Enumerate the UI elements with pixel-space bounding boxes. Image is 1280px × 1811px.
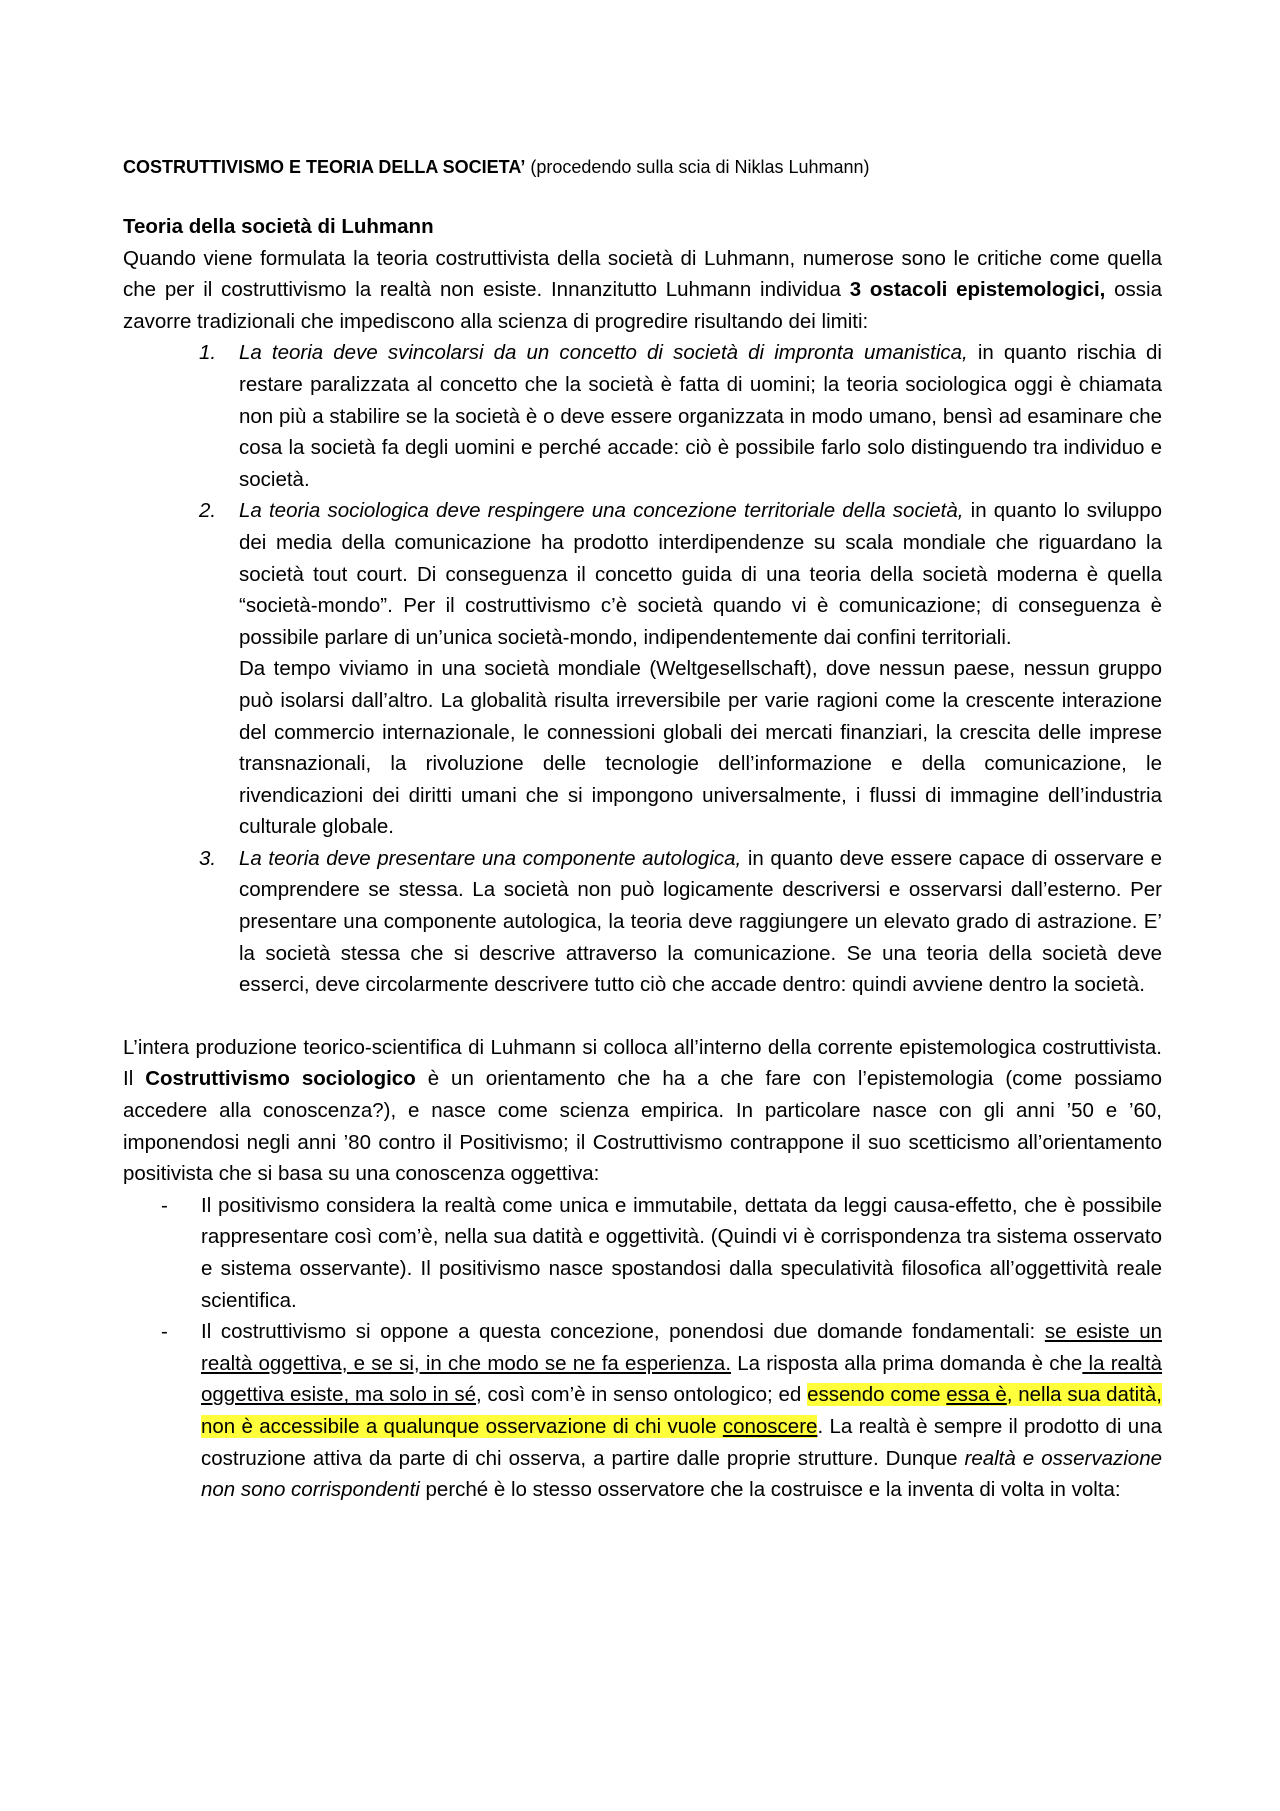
- list-item: [123, 495, 1162, 843]
- list-item: [123, 337, 1162, 495]
- bullet-text: perché è lo stesso osservatore che la costruisce e la inventa di volta in volta:: [419, 1478, 1121, 1502]
- italic-phrase: realtà e osservazione non sono corrispondenti: [201, 1446, 1162, 1502]
- intro-text: Quando viene formulata la teoria costruttivista della società di Luhmann, numerose sono le critiche come quella che per il costruttivismo la realtà non esiste. Innanzitutto Luhmann individua: [123, 246, 1162, 302]
- body-bold: Costruttivismo sociologico: [145, 1067, 416, 1091]
- bullet-text: . La realtà è sempre il prodotto di una costruzione attiva da parte di chi osserva, a partire dalle proprie strutture. Dunque: [201, 1414, 1162, 1470]
- list-item-extra: Da tempo viviamo in una società mondiale (Weltgesellschaft), dove nessun paese, nessun gruppo può isolarsi dall’altro. La globalità risulta irreversibile per varie ragioni come la crescente interazione del commercio internazionale, le connessioni globali dei mercati finanziari, la crescita delle imprese transnazionali, la rivoluzione delle tecnologie dell’informazione e della comunicazione, le rivendicazioni dei diritti umani che si impongono universalmente, i flussi di immagine dell’industria culturale globale.: [239, 657, 1162, 839]
- list-number: 1.: [199, 341, 217, 365]
- section-title: Teoria della società di Luhmann: [123, 215, 434, 238]
- list-number: 2.: [199, 499, 217, 523]
- bullet-text: Il costruttivismo si oppone a questa concezione, ponendosi due domande fondamentali:: [201, 1320, 1045, 1344]
- list-item-text: in quanto deve essere capace di osservare e comprendere se stessa. La società non può logicamente descriversi e osservarsi dall’esterno. Per presentare una componente autologica, la teoria deve raggiungere un elevato grado di astrazione. E’ la società stessa che si descrive attraverso la comunicazione. Se una teoria della società deve esserci, deve circolarmente descrivere tutto ciò che accade dentro: quindi avviene dentro la società.: [239, 846, 1162, 997]
- list-number: 3.: [199, 846, 217, 870]
- body-text-end: è un orientamento che ha a che fare con l’epistemologia (come possiamo accedere alla conoscenza?), e nasce come scienza empirica. In particolare nasce con gli anni ’50 e ’60, imponendosi negli anni ’80 contro il Positivismo; il Costruttivismo contrappone il suo scetticismo all’orientamento positivista che si basa su una conoscenza oggettiva:: [123, 1067, 1163, 1186]
- bullet-text: La risposta alla prima domanda è che: [731, 1351, 1083, 1375]
- underlined-question: se esiste un realtà oggettiva, e se si, in che modo se ne fa esperienza.: [201, 1320, 1163, 1375]
- intro-text-end: ossia zavorre tradizionali che impediscono alla scienza di progredire risultando dei limiti:: [123, 278, 1163, 333]
- document-subtitle: (procedendo sulla scia di Niklas Luhmann): [525, 157, 870, 177]
- bullet-item: [123, 1190, 1162, 1316]
- list-item: [123, 843, 1162, 1001]
- list-item-title: La teoria deve svincolarsi da un concetto di società di impronta umanistica,: [239, 341, 968, 365]
- bullet-dash: -: [161, 1193, 168, 1217]
- underlined-answer: la realtà oggettiva esiste, ma solo in sé: [201, 1351, 1162, 1407]
- intro-paragraph: [123, 243, 1162, 338]
- bullet-text: , così com’è in senso ontologico; ed: [476, 1383, 808, 1407]
- body-paragraph: [123, 1032, 1162, 1190]
- highlight-text: , nella sua datità, non è accessibile a qualunque osservazione di chi vuole: [201, 1383, 1163, 1438]
- document-heading: [123, 153, 1162, 181]
- comparison-list: [123, 1190, 1162, 1506]
- obstacles-list: [123, 337, 1162, 1000]
- highlight-text: essendo come: [807, 1383, 947, 1407]
- highlight-underlined: conoscere: [722, 1414, 818, 1438]
- body-text: L’intera produzione teorico-scientifica di Luhmann si colloca all’interno della corrente epistemologica costruttivista. Il: [123, 1035, 1162, 1091]
- document-title: COSTRUTTIVISMO E TEORIA DELLA SOCIETA’: [123, 157, 526, 177]
- list-item-text: in quanto lo sviluppo dei media della comunicazione ha prodotto interdipendenze su scala mondiale che riguardano la società tout court. Di conseguenza il concetto guida di una teoria della società moderna è quella “società-mondo”. Per il costruttivismo c’è società quando vi è comunicazione; di conseguenza è possibile parlare di un’unica società-mondo, indipendentemente dai confini territoriali.: [239, 499, 1162, 649]
- intro-bold: 3 ostacoli epistemologici,: [849, 278, 1106, 302]
- list-item-title: La teoria deve presentare una componente autologica,: [239, 846, 742, 870]
- bullet-item: [123, 1316, 1162, 1506]
- list-item-title: La teoria sociologica deve respingere una concezione territoriale della società,: [239, 499, 964, 523]
- bullet-dash: -: [161, 1320, 168, 1344]
- list-item-text: in quanto rischia di restare paralizzata al concetto che la società è fatta di uomini; la teoria sociologica oggi è chiamata non più a stabilire se la società è o deve essere organizzata in modo umano, bensì ad esaminare che cosa la società fa degli uomini e perché accade: ciò è possibile farlo solo distinguendo tra individuo e società.: [239, 341, 1162, 491]
- bullet-text: Il positivismo considera la realtà come unica e immutabile, dettata da leggi causa-effetto, che è possibile rappresentare così com’è, nella sua datità e oggettività. (Quindi vi è corrispondenza tra sistema osservato e sistema osservante). Il positivismo nasce spostandosi dalla speculatività filosofica all’oggettività reale scientifica.: [201, 1193, 1162, 1312]
- spacer: [123, 1001, 1162, 1032]
- highlight-underlined: essa è: [946, 1383, 1007, 1407]
